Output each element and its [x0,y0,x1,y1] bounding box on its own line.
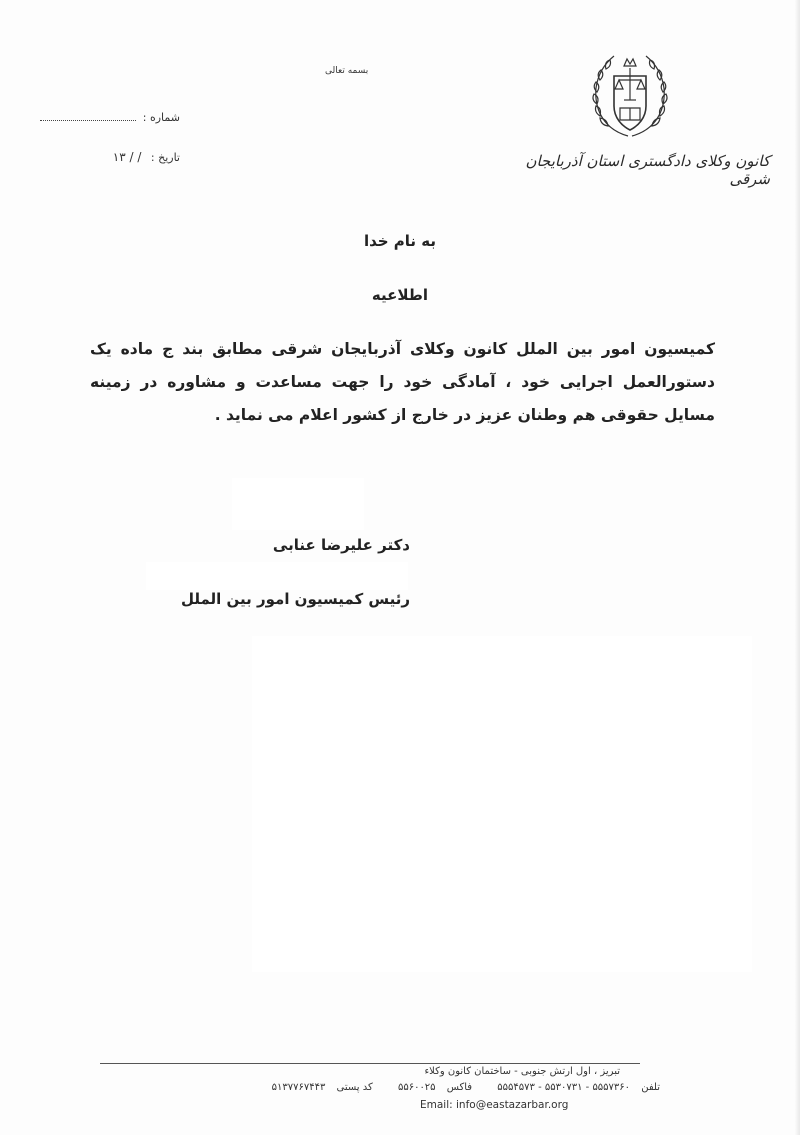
redaction-patch [146,562,408,590]
salutation: به نام خدا [363,232,437,250]
paper-edge [794,0,800,1135]
phone-numbers: ۵۵۵۷۳۶۰ - ۵۵۳۰۷۳۱ - ۵۵۵۴۵۷۳ [497,1082,631,1093]
organization-name: کانون وکلای دادگستری استان آذربایجان شرقی [525,152,770,188]
signer-name: دکتر علیرضا عنابی [272,536,410,554]
postal-code-label: کد پستی [336,1082,373,1093]
letter-date-value: / / ۱۳ [112,150,142,164]
bar-association-emblem-icon [588,46,672,142]
bismillah-header: بسمه تعالی [325,66,369,76]
fax-number: ۵۵۶۰۰۲۵ [397,1082,436,1093]
footer-address: تبریز ، اول ارتش جنوبی - ساختمان کانون وکلاء [424,1066,620,1077]
announcement-title: اطلاعیه [371,286,429,304]
letter-date-label: تاریخ : [150,151,180,164]
footer-contact-line [150,1082,660,1093]
signer-role: رئیس کمیسیون امور بین الملل [180,590,410,608]
footer-email[interactable]: Email: info@eastazarbar.org [420,1099,569,1111]
letter-number-label: شماره : [142,111,180,124]
announcement-body: کمیسیون امور بین الملل کانون وکلای آذربایجان شرقی مطابق بند ج ماده یک دستورالعمل اجرایی خود ، آمادگی خود را جهت مساعدت و مشاوره در زمینه مسایل حقوقی هم وطنان عزیز در خارج از کشور اعلام می نماید . [90,340,715,424]
redaction-patch [252,636,752,972]
letter-number-row [20,110,180,124]
footer-divider [100,1063,640,1064]
fax-label: فاکس [446,1082,473,1093]
letter-number-blank [40,110,136,121]
postal-code: ۵۱۳۷۷۶۷۴۴۳ [271,1082,326,1093]
letter-date-row [20,150,180,164]
redaction-patch [232,478,364,530]
phone-label: تلفن [641,1082,660,1093]
